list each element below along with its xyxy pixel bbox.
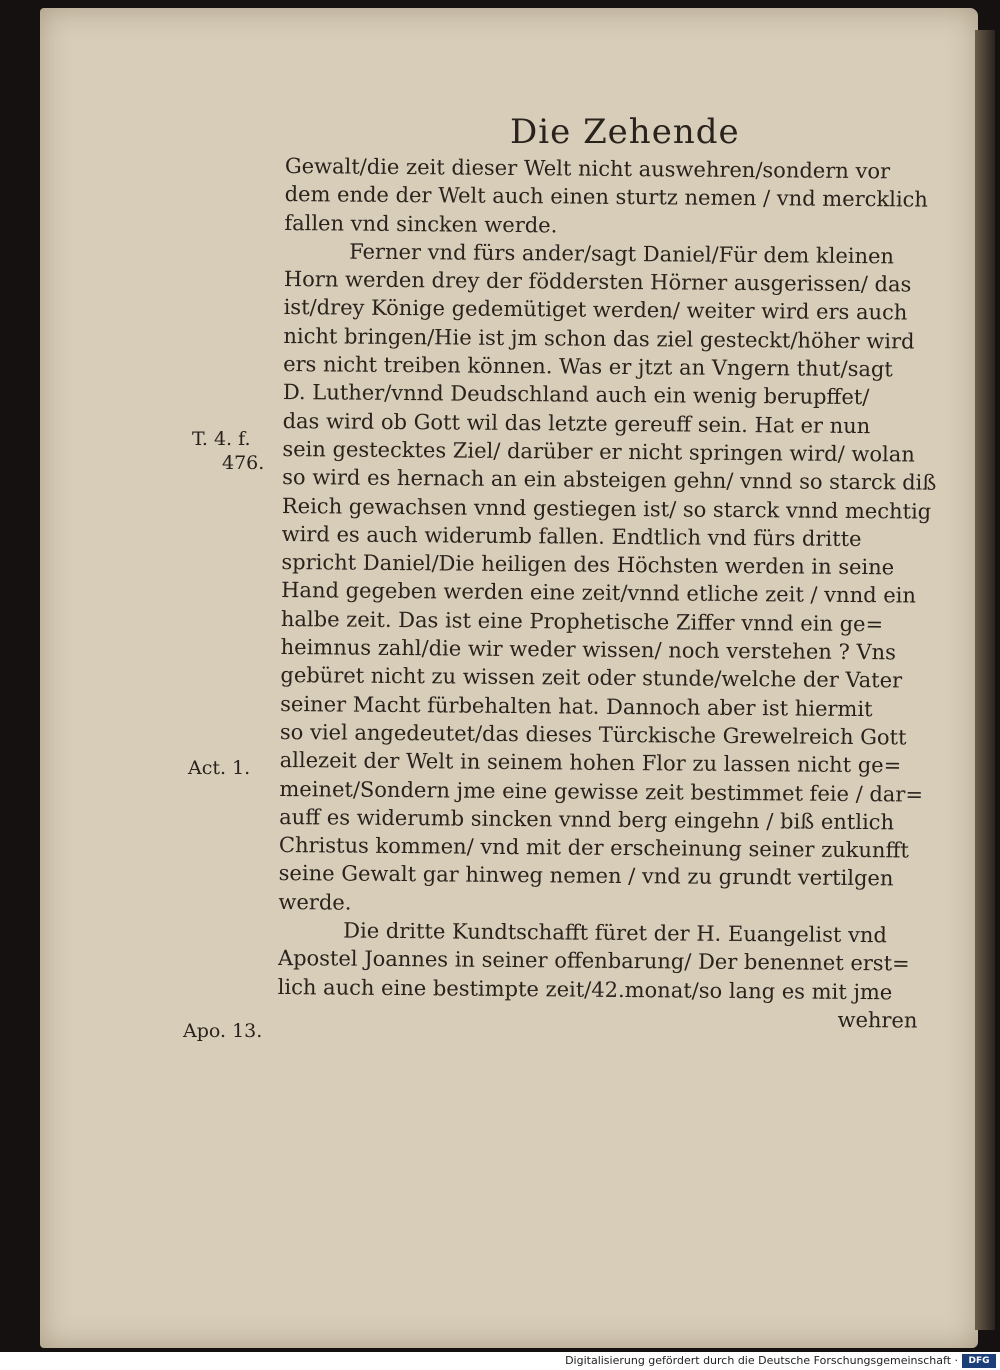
text-line: werde. xyxy=(278,889,352,915)
text-line: so viel angedeutet/das dieses Türckische Grewelreich Gott xyxy=(279,719,907,750)
text-line: Hand gegeben werden eine zeit/vnnd etliche zeit / vnnd ein xyxy=(281,578,917,608)
body-text xyxy=(277,152,955,1035)
text-line: Ferner vnd fürs ander/sagt Daniel/Für dem kleinen xyxy=(349,239,895,269)
text-line: allezeit der Welt in seinem hohen Flor zu lassen nicht ge= xyxy=(279,748,902,778)
page-edge xyxy=(975,30,995,1330)
text-line: ers nicht treiben können. Was er jtzt an Vngern thut/sagt xyxy=(283,352,893,382)
text-line: D. Luther/vnnd Deudschland auch ein wenig berupffet/ xyxy=(282,380,870,410)
text-line: seiner Macht fürbehalten hat. Dannoch aber ist hiermit xyxy=(280,691,873,721)
text-line: Christus kommen/ vnd mit der erscheinung seiner zukunfft xyxy=(278,833,909,863)
margin-note-page: 476. xyxy=(222,452,265,474)
text-line: auff es widerumb sincken vnnd berg eingehn / biß entlich xyxy=(279,804,895,835)
text-line: spricht Daniel/Die heiligen des Höchsten werden in seine xyxy=(281,550,895,580)
text-line: das wird ob Gott wil das letzte gereuff sein. Hat er nun xyxy=(282,408,871,438)
text-line: halbe zeit. Das ist eine Prophetische Ziffer vnnd ein ge= xyxy=(280,606,884,636)
text-line: heimnus zahl/die wir weder wissen/ noch verstehen ? Vns xyxy=(280,635,897,665)
text-line: gebüret nicht zu wissen zeit oder stunde/welche der Vater xyxy=(280,663,903,693)
text-line: so wird es hernach an ein absteigen gehn/ vnnd so starck diß xyxy=(282,465,937,495)
text-line: Apostel Joannes in seiner offenbarung/ Der benennet erst= xyxy=(277,946,910,976)
text-line: seine Gewalt gar hinweg nemen / vnd zu grundt vertilgen xyxy=(278,861,894,891)
text-line: Reich gewachsen vnnd gestiegen ist/ so starck vnnd mechtig xyxy=(281,493,932,524)
text-line: Gewalt/die zeit dieser Welt nicht auswehren/sondern vor xyxy=(284,153,891,184)
funding-credit: Digitalisierung gefördert durch die Deutsche Forschungsgemeinschaft · xyxy=(565,1354,958,1367)
text-line: ist/drey Könige gedemütiget werden/ weiter wird ers auch xyxy=(283,295,908,325)
running-head: Die Zehende xyxy=(510,112,740,152)
text-line: lich auch eine bestimpte zeit/42.monat/so lang es mit jme xyxy=(277,974,893,1004)
text-line: wird es auch widerumb fallen. Endtlich vnd fürs dritte xyxy=(281,521,862,551)
text-line: nicht bringen/Hie ist jm schon das ziel gesteckt/höher wird xyxy=(283,323,915,354)
text-line: meinet/Sondern jme eine gewisse zeit bestimmet feie / dar= xyxy=(279,776,924,807)
text-line: fallen vnd sincken werde. xyxy=(284,210,558,237)
margin-note-reference: T. 4. f. xyxy=(192,428,251,450)
margin-note-acts: Act. 1. xyxy=(188,757,251,779)
catchword: wehren xyxy=(837,1007,918,1033)
text-line: Horn werden drey der föddersten Hörner ausgerissen/ das xyxy=(283,267,912,297)
margin-note-apocalypse: Apo. 13. xyxy=(183,1020,263,1042)
dfg-logo: DFG xyxy=(962,1354,996,1368)
text-line: sein gestecktes Ziel/ darüber er nicht springen wird/ wolan xyxy=(282,436,915,467)
text-line: Die dritte Kundtschafft füret der H. Euangelist vnd xyxy=(343,918,887,948)
text-line: dem ende der Welt auch einen sturtz nemen / vnd mercklich xyxy=(284,182,928,212)
